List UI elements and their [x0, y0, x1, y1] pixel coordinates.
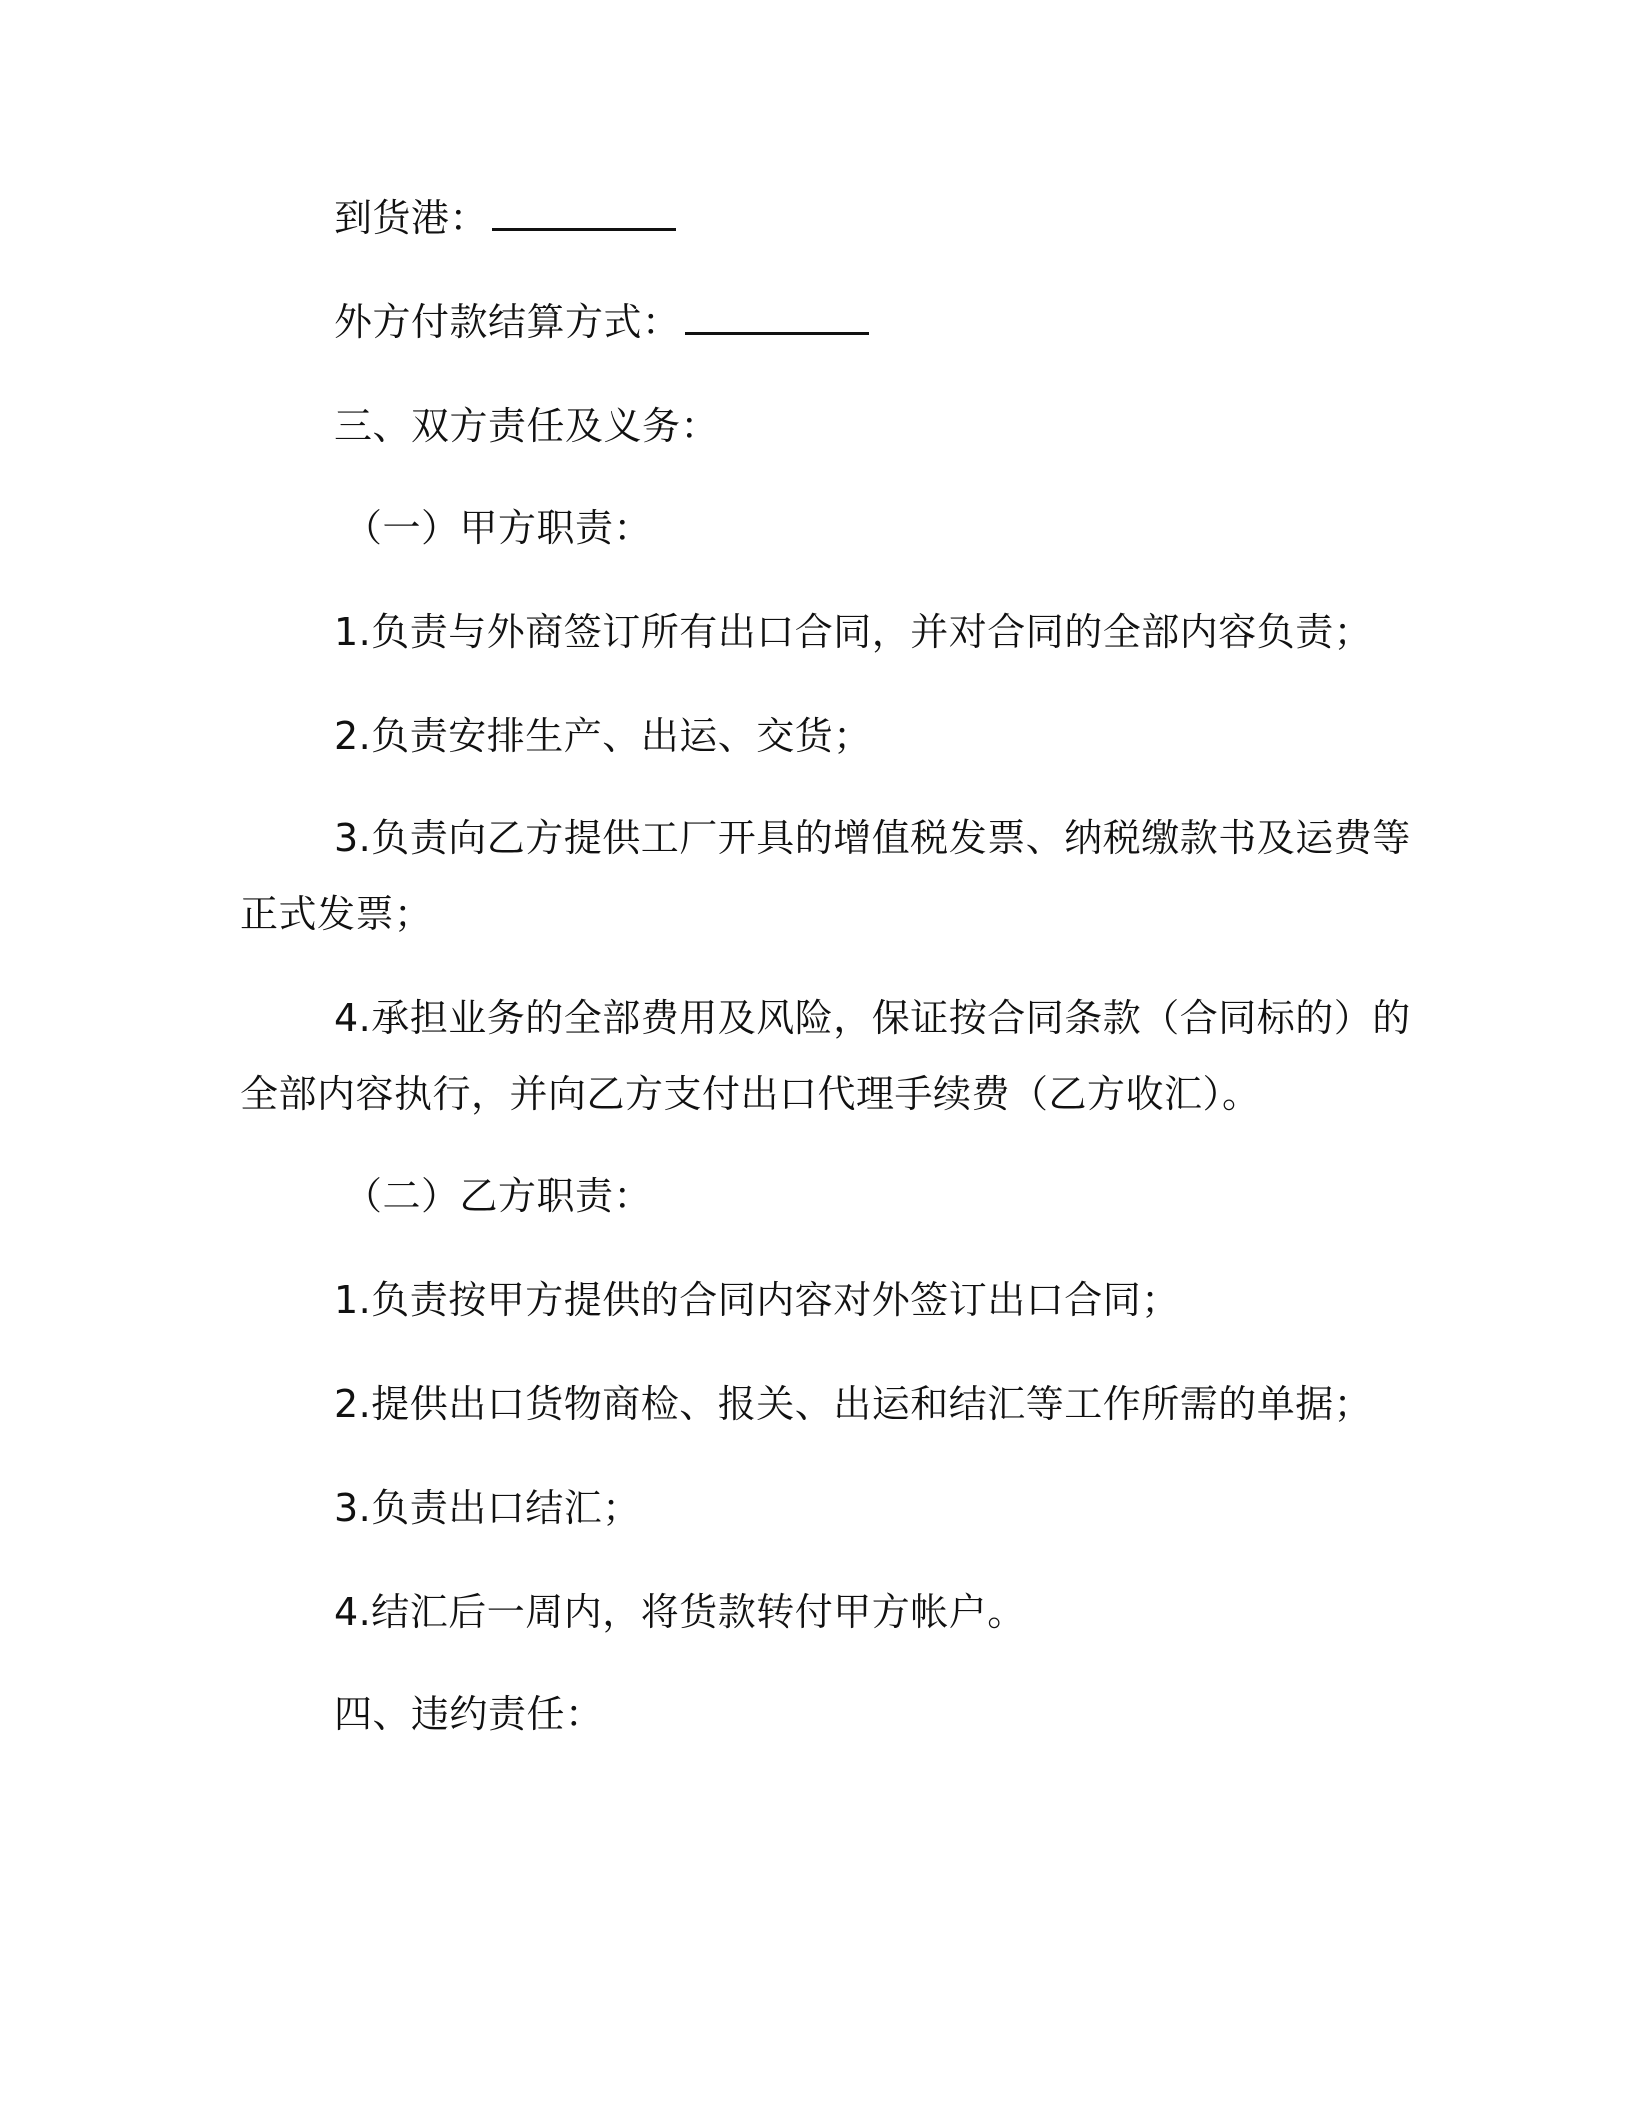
section-3-heading: 三、双方责任及义务：: [334, 404, 720, 448]
port-field-line: [334, 196, 1494, 240]
port-label: 到货港：: [334, 196, 489, 240]
party-b-item-2: 2.提供出口货物商检、报关、出运和结汇等工作所需的单据；: [334, 1382, 1373, 1426]
party-a-heading: （一）甲方职责：: [344, 506, 653, 550]
party-a-item-3-line-2: 正式发票；: [240, 892, 433, 936]
party-a-item-1: 1.负责与外商签订所有出口合同，并对合同的全部内容负责；: [334, 610, 1373, 654]
party-b-item-3: 3.负责出口结汇；: [334, 1486, 641, 1530]
payment-label: 外方付款结算方式：: [334, 300, 681, 344]
payment-blank[interactable]: [685, 302, 869, 335]
port-blank[interactable]: [492, 198, 676, 231]
party-a-item-4-line-2: 全部内容执行，并向乙方支付出口代理手续费（乙方收汇）。: [240, 1072, 1261, 1116]
party-b-item-1: 1.负责按甲方提供的合同内容对外签订出口合同；: [334, 1278, 1180, 1322]
party-a-item-3-line-1: 3.负责向乙方提供工厂开具的增值税发票、纳税缴款书及运费等: [334, 816, 1411, 860]
party-a-item-2: 2.负责安排生产、出运、交货；: [334, 714, 872, 758]
party-b-heading: （二）乙方职责：: [344, 1174, 653, 1218]
section-4-heading: 四、违约责任：: [334, 1692, 604, 1736]
payment-field-line: [334, 300, 1494, 344]
party-b-item-4: 4.结汇后一周内，将货款转付甲方帐户。: [334, 1590, 1026, 1634]
party-a-item-4-line-1: 4.承担业务的全部费用及风险，保证按合同条款（合同标的）的: [334, 996, 1411, 1040]
